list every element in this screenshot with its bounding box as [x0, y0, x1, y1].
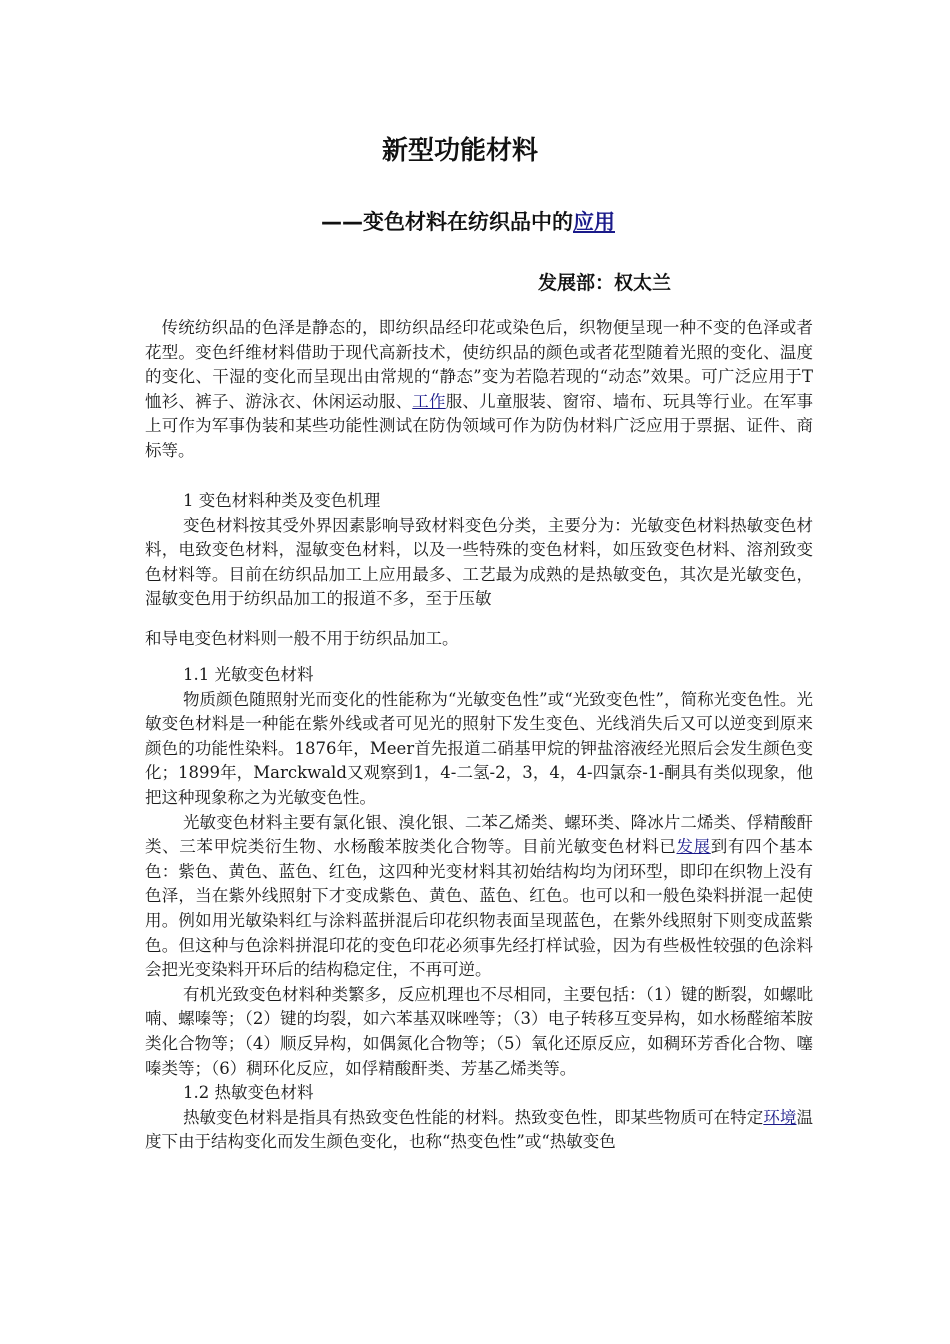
section-1-paragraph-end — [145, 627, 813, 652]
intro-text-a: 传统纺织品的色泽是静态的，即纺织品经印花或染色后，织物便呈现一种不变的色泽或者花型。变色纤维材料借助于现代高新技术，使纺织品的颜色或者花型随着光照的变化、温度的变化、干湿的变化而呈现出由常规的“静态”变为若隐若现的“动态”效果。可广泛应用于T恤衫、裤子、游泳衣、休闲运动服、 — [145, 318, 813, 411]
s11-p2-text-b: 到有四个基本色：紫色、黄色、蓝色、红色，这四种光变材料其初始结构均为闭环型，即印在织物上没有色泽，当在紫外线照射下才变成紫色、黄色、蓝色、红色。也可以和一般色染料拼混一起使用。例如用光敏染料红与涂料蓝拼混后印花织物表面呈现蓝色，在紫外线照射下则变成蓝紫色。但这种与色涂料拼混印花的变色印花必须事先经打样试验，因为有些极性较强的色涂料会把光变染料开环后的结构稳定住，不再可逆。 — [145, 837, 814, 980]
author-line: 发展部：权太兰 — [538, 272, 672, 294]
section-1-2-heading: 1.2 热敏变色材料 — [183, 1083, 314, 1103]
section-1 — [145, 489, 813, 612]
s12-p1-text-a: 热敏变色材料是指具有热致变色性能的材料。热致变色性，即某些物质可在特定 — [182, 1107, 764, 1127]
section-1-paragraph-end-text: 和导电变色材料则一般不用于纺织品加工。 — [145, 629, 459, 648]
intro-text-b: 服、儿童服装、窗帘、墙布、玩具等行业。在军事上可作为军事伪装和某些功能性测试在防伪领域可作为防伪材料广泛应用于票据、证件、商标等。 — [145, 391, 814, 460]
section-1-2-paragraph-1 — [145, 1106, 813, 1155]
intro-paragraph — [145, 316, 813, 464]
s12-p1-text-b: 温度下由于结构变化而发生颜色变化，也称“热变色性”或“热敏变色 — [145, 1107, 814, 1152]
section-1-1-paragraph-2 — [145, 811, 813, 983]
s12-p1-link-environment[interactable]: 环境 — [763, 1107, 797, 1127]
section-1-1 — [145, 663, 813, 1155]
section-1-heading: 1 变色材料种类及变色机理 — [183, 491, 381, 510]
intro-link-work[interactable]: 工作 — [412, 391, 446, 411]
s11-p2-text-a: 光敏变色材料主要有氯化银、溴化银、二苯乙烯类、螺环类、降冰片二烯类、俘精酸酐类、三苯甲烷类衍生物、水杨酸苯胺类化合物等。目前光敏变色材料已 — [145, 812, 813, 857]
document-title: 新型功能材料 — [381, 136, 538, 166]
subtitle-link-application[interactable]: 应用 — [573, 210, 615, 234]
document-subtitle — [0, 206, 936, 236]
s11-p2-link-development[interactable]: 发展 — [676, 837, 711, 857]
section-1-1-paragraph-3: 有机光致变色材料种类繁多，反应机理也不尽相同，主要包括：（1）键的断裂，如螺吡喃、螺嗪等；（2）键的均裂，如六苯基双咪唑等；（3）电子转移互变异构，如水杨醛缩苯胺类化合物等；（4）顺反异构，如偶氮化合物等；（5）氧化还原反应，如稠环芳香化合物、噻嗪类等；（6）稠环化反应，如俘精酸酐类、芳基乙烯类等。 — [145, 984, 813, 1078]
subtitle-text: ——变色材料在纺织品中的 — [321, 210, 573, 234]
section-1-1-paragraph-1: 物质颜色随照射光而变化的性能称为“光敏变色性”或“光致变色性”，简称光变色性。光敏变色材料是一种能在紫外线或者可见光的照射下发生变色、光线消失后又可以逆变到原来颜色的功能性染料。1876年，Meer首先报道二硝基甲烷的钾盐溶液经光照后会发生颜色变化；1899年，Marckwald又观察到1，4-二氢-2，3，4，4-四氯奈-1-酮具有类似现象，他把这种现象称之为光敏变色性。 — [145, 689, 813, 807]
section-1-1-heading: 1.1 光敏变色材料 — [183, 665, 314, 684]
section-1-paragraph: 变色材料按其受外界因素影响导致材料变色分类，主要分为：光敏变色材料热敏变色材料，电致变色材料，湿敏变色材料，以及一些特殊的变色材料，如压致变色材料、溶剂致变色材料等。目前在纺织品加工上应用最多、工艺最为成熟的是热敏变色，其次是光敏变色，湿敏变色用于纺织品加工的报道不多，至于压敏 — [145, 515, 813, 609]
